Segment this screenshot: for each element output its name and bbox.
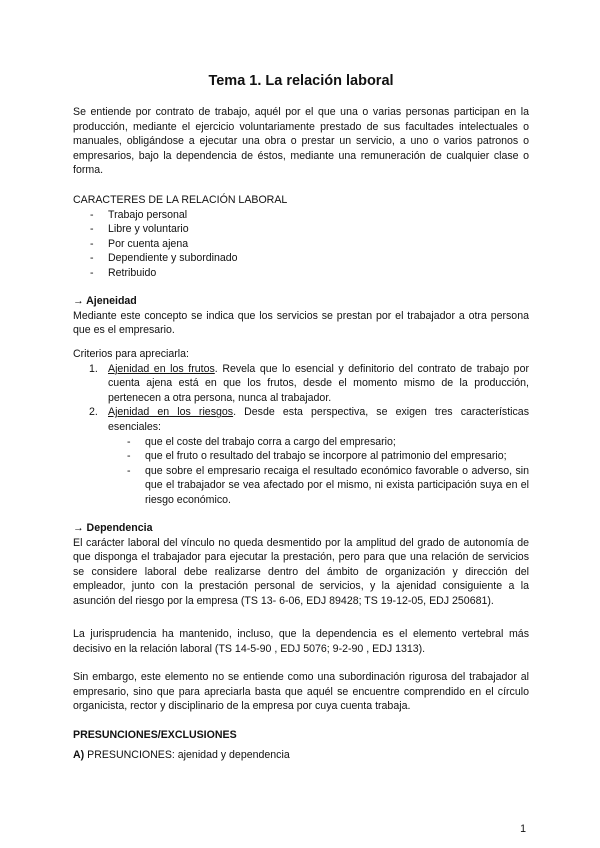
riesgos-list — [73, 435, 529, 508]
presunciones-heading: PRESUNCIONES/EXCLUSIONES — [73, 729, 237, 741]
list-item — [73, 405, 529, 434]
criterio-term: Ajenidad en los riesgos — [108, 406, 234, 419]
caracteres-heading: CARACTERES DE LA RELACIÓN LABORAL — [73, 194, 288, 206]
presunciones-subheading — [73, 748, 529, 763]
list-item: - que sobre el empresario recaiga el resultado económico favorable o adverso, sin que el trabajador se vea afectado por el mismo, ni exista participación suya en el riesgo económico. — [73, 464, 529, 508]
ajeneidad-heading — [73, 294, 529, 309]
arrow-icon: → — [73, 522, 84, 534]
caracteres-list — [73, 208, 529, 281]
list-item: - Libre y voluntario — [73, 222, 529, 237]
list-item: - Por cuenta ajena — [73, 237, 529, 252]
arrow-icon: → — [73, 295, 84, 307]
page-title: Tema 1. La relación laboral — [208, 73, 394, 89]
item-number: 2. — [89, 406, 98, 419]
criterio-term: Ajenidad en los frutos — [108, 362, 215, 375]
subsection-text: PRESUNCIONES: ajenidad y dependencia — [87, 749, 290, 761]
dependencia-paragraph-2: La jurisprudencia ha mantenido, incluso, que la dependencia es el elemento vertebral más decisivo en la relación laboral (TS 14-5-90 , EDJ 5076; 9-2-90 , EDJ 1313). — [73, 628, 529, 655]
subsection-letter: A) — [73, 749, 85, 761]
dependencia-paragraph-3: Sin embargo, este elemento no se entiende como una subordinación rigurosa del trabajador al empresario, sino que para apreciarla basta que aquél se encuentre comprendido en el círculo organicista, rector y disciplinario de la empresa por cuya cuenta trabaja. — [73, 671, 529, 713]
criterio-text: . Revela que lo esencial y definitorio del contrato de trabajo por cuenta ajena está en que los frutos, desde el momento mismo de la producción, pertenecen a otra persona, nunca al trabajador. — [108, 362, 529, 404]
list-item: - que el fruto o resultado del trabajo se incorpore al patrimonio del empresario; — [73, 449, 529, 464]
criterio-text: . Desde esta perspectiva, se exigen tres características esenciales: — [108, 406, 529, 433]
criterios-label: Criterios para apreciarla: — [73, 348, 189, 360]
intro-paragraph: Se entiende por contrato de trabajo, aquél por el que una o varias personas participan en la producción, mediante el ejercicio voluntariamente prestado de sus facultades intelectuales o manuales, obligándose a ejecutar una obra o prestar un servicio, a uno o varios patronos o empresarios, bajo la dependencia de éstos, mediante una remuneración de cualquier clase o forma. — [73, 106, 529, 177]
list-item: - que el coste del trabajo corra a cargo del empresario; — [73, 435, 529, 450]
list-item: - Retribuido — [73, 266, 529, 281]
page-number: 1 — [520, 823, 526, 835]
dependencia-heading-text: Dependencia — [86, 522, 153, 534]
caracteres-section — [73, 193, 529, 281]
dependencia-section — [73, 521, 529, 609]
ajeneidad-heading-text: Ajeneidad — [86, 295, 137, 307]
criterios-list — [73, 362, 529, 435]
dependencia-heading — [73, 521, 529, 536]
list-item: - Trabajo personal — [73, 208, 529, 223]
list-item: - Dependiente y subordinado — [73, 251, 529, 266]
list-item — [73, 362, 529, 406]
criterios-section — [73, 347, 529, 508]
ajeneidad-section — [73, 294, 529, 338]
dependencia-paragraph-1: El carácter laboral del vínculo no queda desmentido por la amplitud del grado de autonomía de que disponga el trabajador para ejecutar la prestación, pero para que una relación de servicios se considere laboral debe realizarse dentro del ámbito de organización y dirección del empleador, junto con la prestación personal de servicios, y la ajenidad consiguiente a la asunción del riesgo por la empresa (TS 13- 6-06, EDJ 89428; TS 19-12-05, EDJ 250681). — [73, 536, 529, 607]
item-number: 1. — [89, 362, 98, 375]
ajeneidad-text: Mediante este concepto se indica que los servicios se prestan por el trabajador a otra persona que es el empresario. — [73, 309, 529, 337]
